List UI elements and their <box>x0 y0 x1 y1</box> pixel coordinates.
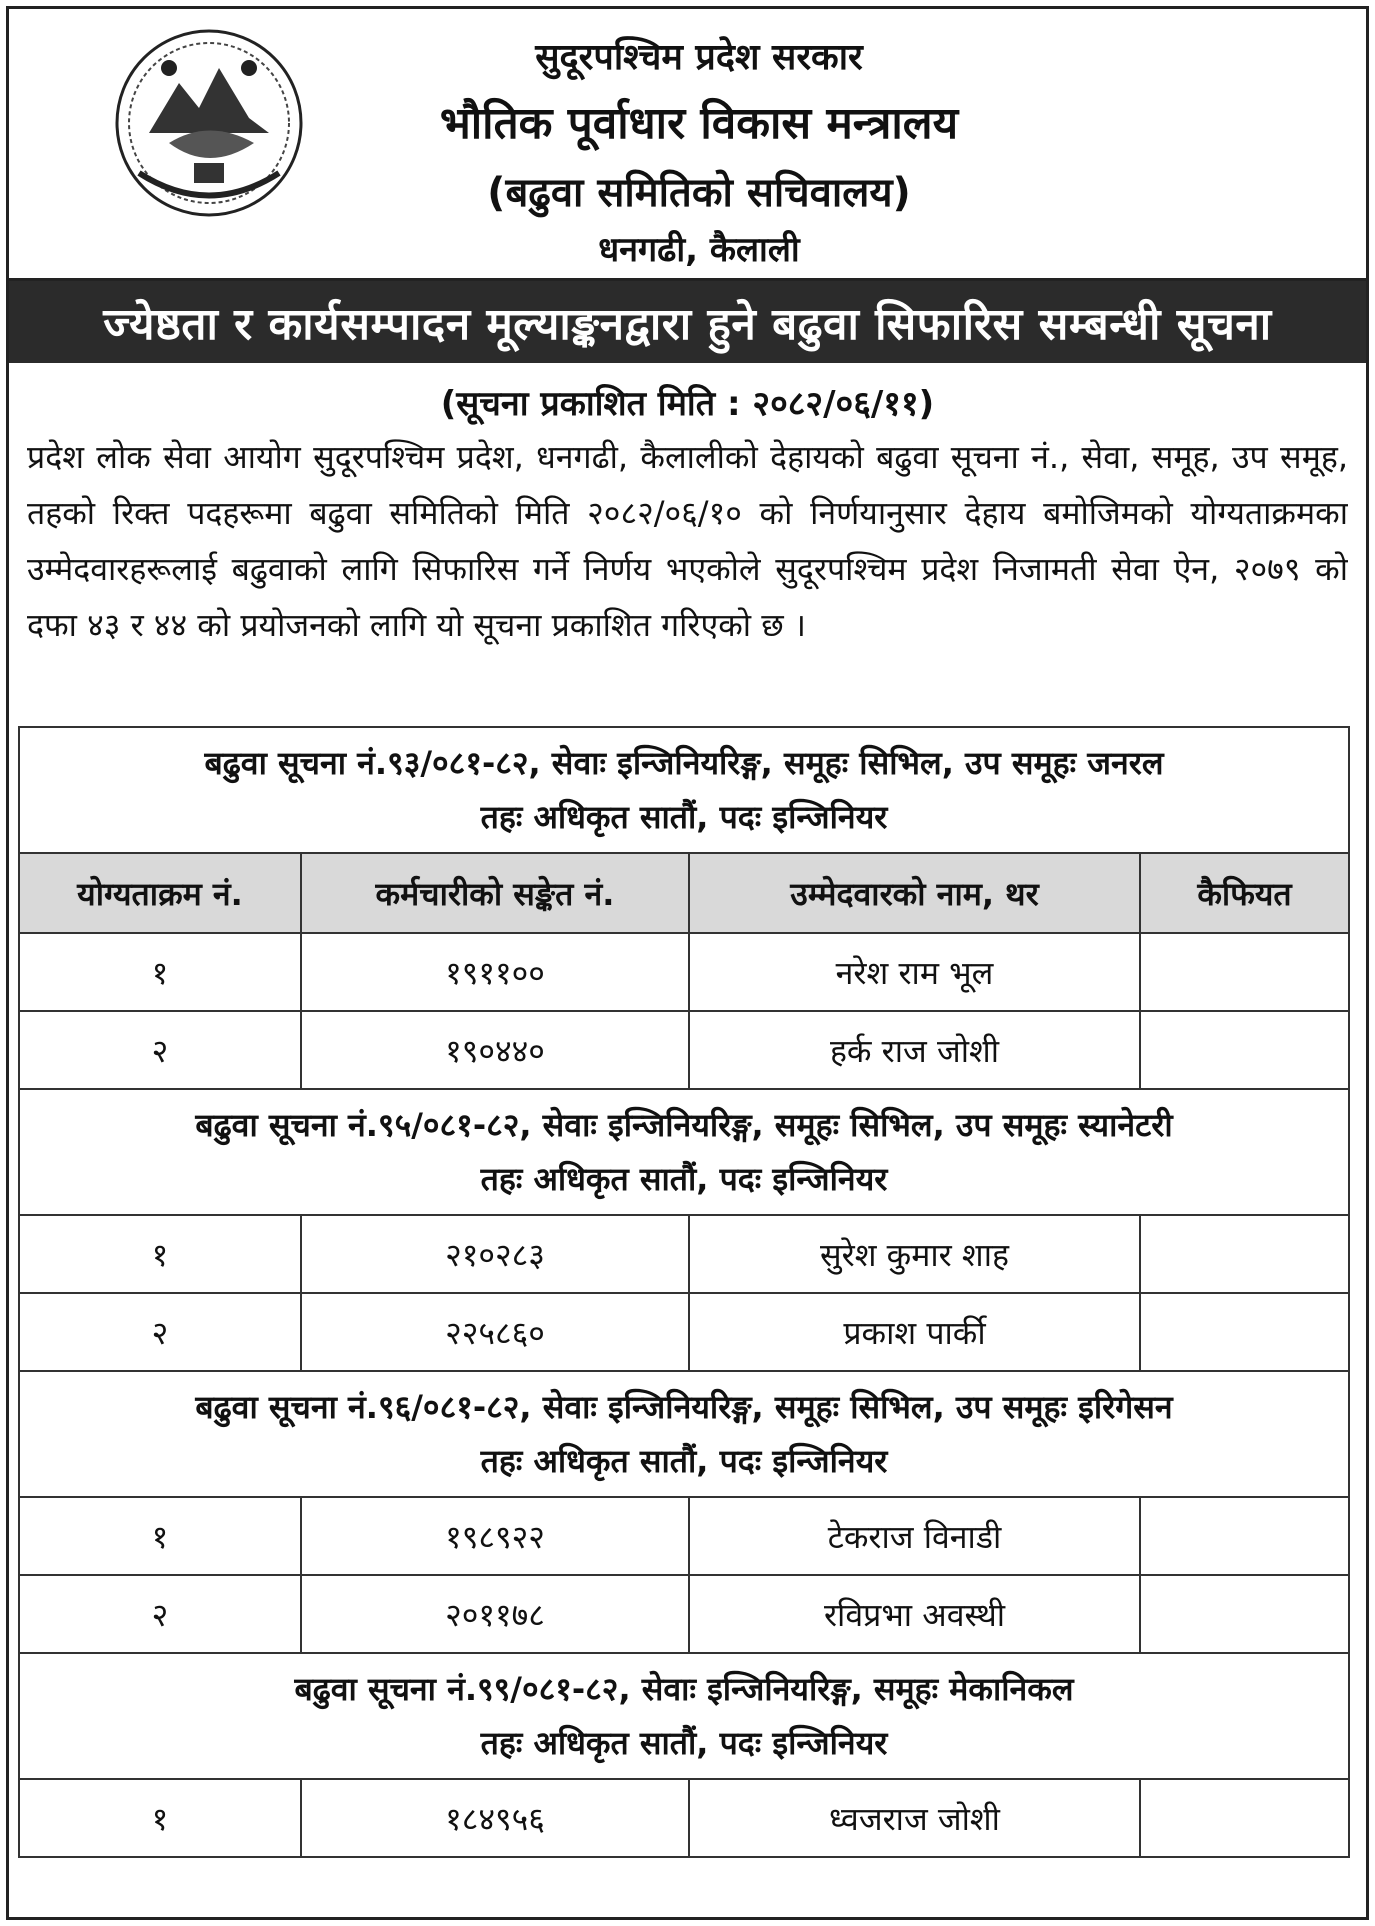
remarks-cell <box>1140 1011 1349 1089</box>
table-row <box>19 933 1349 1011</box>
section-notice-line: बढुवा सूचना नं.९६/०८१-८२, सेवाः इन्जिनियरिङ्ग, समूहः सिभिल, उप समूहः इरिगेसन <box>195 1388 1173 1426</box>
section-notice-line: बढुवा सूचना नं.९५/०८१-८२, सेवाः इन्जिनियरिङ्ग, समूहः सिभिल, उप समूहः स्यानेटरी <box>195 1106 1173 1144</box>
code-cell: १९०४४० <box>301 1011 689 1089</box>
section-level-line: तहः अधिकृत सातौं, पदः इन्जिनियर <box>480 798 888 836</box>
rank-cell: १ <box>19 933 301 1011</box>
section-heading <box>19 727 1349 853</box>
name-cell: ध्वजराज जोशी <box>689 1779 1140 1857</box>
name-cell: रविप्रभा अवस्थी <box>689 1575 1140 1653</box>
section-level-line: तहः अधिकृत सातौं, पदः इन्जिनियर <box>480 1724 888 1762</box>
section-notice-line: बढुवा सूचना नं.९३/०८१-८२, सेवाः इन्जिनियरिङ्ग, समूहः सिभिल, उप समूहः जनरल <box>204 744 1164 782</box>
name-cell: नरेश राम भूल <box>689 933 1140 1011</box>
section-notice-line: बढुवा सूचना नं.९९/०८१-८२, सेवाः इन्जिनियरिङ्ग, समूहः मेकानिकल <box>294 1670 1074 1708</box>
table-row <box>19 1215 1349 1293</box>
ministry-name: भौतिक पूर्वाधार विकास मन्त्रालय <box>439 98 959 149</box>
code-cell: १८४९५६ <box>301 1779 689 1857</box>
table-row <box>19 1497 1349 1575</box>
section-heading <box>19 1371 1349 1497</box>
notice-title-banner: ज्येष्ठता र कार्यसम्पादन मूल्याङ्कनद्वारा हुने बढुवा सिफारिस सम्बन्धी सूचना <box>9 281 1366 363</box>
section-level-line: तहः अधिकृत सातौं, पदः इन्जिनियर <box>480 1442 888 1480</box>
section-level-line: तहः अधिकृत सातौं, पदः इन्जिनियर <box>480 1160 888 1198</box>
table-row <box>19 1011 1349 1089</box>
rank-cell: २ <box>19 1011 301 1089</box>
secretariat-name: (बढुवा समितिको सचिवालय) <box>487 170 911 216</box>
section-heading <box>19 1089 1349 1215</box>
rank-cell: १ <box>19 1497 301 1575</box>
table-row <box>19 1293 1349 1371</box>
table-row <box>19 1575 1349 1653</box>
notice-header <box>9 9 1366 281</box>
promotion-table <box>18 726 1350 1858</box>
table-header-row <box>19 853 1349 933</box>
remarks-cell <box>1140 1497 1349 1575</box>
section-heading <box>19 1653 1349 1779</box>
office-location: धनगढी, कैलाली <box>598 230 800 270</box>
name-cell: हर्क राज जोशी <box>689 1011 1140 1089</box>
code-cell: १९११०० <box>301 933 689 1011</box>
code-cell: २०११७८ <box>301 1575 689 1653</box>
remarks-cell <box>1140 1779 1349 1857</box>
rank-cell: २ <box>19 1575 301 1653</box>
remarks-cell <box>1140 1575 1349 1653</box>
government-name: सुदूरपश्चिम प्रदेश सरकार <box>535 37 863 78</box>
remarks-cell <box>1140 1293 1349 1371</box>
notice-paragraph: प्रदेश लोक सेवा आयोग सुदूरपश्चिम प्रदेश, धनगढी, कैलालीको देहायको बढुवा सूचना नं., सेवा, समूह, उप समूह, तहको रिक्त पदहरूमा बढुवा समितिको मिति २०८२/०६/१० को निर्णयानुसार देहाय बमोजिमको योग्यताक्रमका उम्मेदवारहरूलाई बढुवाको लागि सिफारिस गर्ने निर्णय भएकोले सुदूरपश्चिम प्रदेश निजामती सेवा ऐन, २०७९ को दफा ४३ र ४४ को प्रयोजनको लागि यो सूचना प्रकाशित गरिएको छ । <box>27 438 1348 644</box>
name-cell: सुरेश कुमार शाह <box>689 1215 1140 1293</box>
code-cell: २१०२८३ <box>301 1215 689 1293</box>
code-cell: २२५८६० <box>301 1293 689 1371</box>
table-row <box>19 1779 1349 1857</box>
name-cell: प्रकाश पार्की <box>689 1293 1140 1371</box>
col-header-employee-code: कर्मचारीको सङ्केत नं. <box>301 853 689 933</box>
col-header-rank: योग्यताक्रम नं. <box>19 853 301 933</box>
publish-date: (सूचना प्रकाशित मिति : २०८२/०६/११) <box>440 384 935 424</box>
code-cell: १९८९२२ <box>301 1497 689 1575</box>
remarks-cell <box>1140 933 1349 1011</box>
col-header-remarks: कैफियत <box>1140 853 1349 933</box>
remarks-cell <box>1140 1215 1349 1293</box>
col-header-candidate-name: उम्मेदवारको नाम, थर <box>689 853 1140 933</box>
name-cell: टेकराज विनाडी <box>689 1497 1140 1575</box>
rank-cell: १ <box>19 1215 301 1293</box>
rank-cell: १ <box>19 1779 301 1857</box>
rank-cell: २ <box>19 1293 301 1371</box>
